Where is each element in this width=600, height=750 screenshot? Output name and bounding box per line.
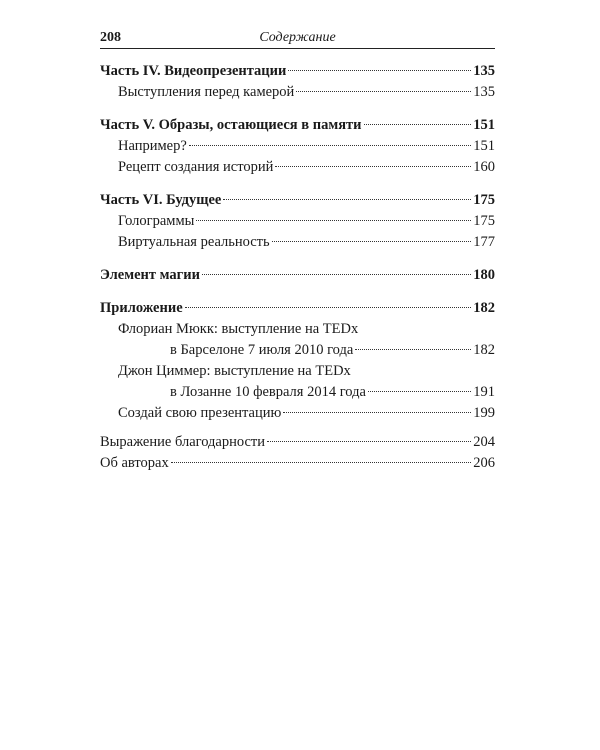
toc-entry-appendix-sub1-line1: Флориан Мюкк: выступление на TEDx xyxy=(118,321,359,337)
dot-leader xyxy=(275,166,471,167)
toc-title: в Барселоне 7 июля 2010 года xyxy=(170,342,354,358)
spacer xyxy=(100,178,495,190)
dot-leader xyxy=(185,307,472,308)
toc-entry-appendix-sub2 xyxy=(100,382,495,403)
toc-page: 175 xyxy=(473,192,495,208)
toc-title: в Лозанне 10 февраля 2014 года xyxy=(170,384,366,400)
toc-title: Виртуальная реальность xyxy=(118,234,270,250)
toc-page: 160 xyxy=(473,159,495,175)
dot-leader xyxy=(296,91,471,92)
toc-page: 199 xyxy=(473,405,495,421)
toc-page: 135 xyxy=(473,63,495,79)
toc-entry-part6-sub1 xyxy=(100,211,495,232)
spacer xyxy=(100,286,495,298)
toc-entry-part6-sub2 xyxy=(100,232,495,253)
toc-title: Часть IV. Видеопрезентации xyxy=(100,63,287,79)
toc-entry-part6 xyxy=(100,190,495,211)
toc-title: Элемент магии xyxy=(100,267,200,283)
dot-leader xyxy=(368,391,471,392)
dot-leader xyxy=(283,412,471,413)
toc-page: 206 xyxy=(473,455,495,471)
table-of-contents xyxy=(100,61,495,474)
toc-entry-authors xyxy=(100,453,495,474)
dot-leader xyxy=(288,70,471,71)
toc-page: 191 xyxy=(473,384,495,400)
toc-entry-appendix-sub2-line1: Джон Циммер: выступление на TEDx xyxy=(118,363,351,379)
toc-title: Выступления перед камерой xyxy=(118,84,295,100)
dot-leader xyxy=(267,441,471,442)
dot-leader xyxy=(171,462,472,463)
toc-entry-appendix-sub3 xyxy=(100,403,495,424)
toc-title: Создай свою презентацию xyxy=(118,405,282,421)
toc-title: Например? xyxy=(118,138,187,154)
toc-page: 151 xyxy=(473,117,495,133)
dot-leader xyxy=(364,124,472,125)
dot-leader xyxy=(202,274,471,275)
toc-title: Об авторах xyxy=(100,455,169,471)
toc-entry-appendix xyxy=(100,298,495,319)
dot-leader xyxy=(196,220,471,221)
toc-page: 177 xyxy=(473,234,495,250)
toc-entry-part4-sub1 xyxy=(100,82,495,103)
toc-title: Приложение xyxy=(100,300,183,316)
book-page xyxy=(100,30,495,474)
toc-title: Выражение благодарности xyxy=(100,434,266,450)
dot-leader xyxy=(272,241,472,242)
toc-title: Рецепт создания историй xyxy=(118,159,274,175)
toc-page: 180 xyxy=(473,267,495,283)
page-header xyxy=(100,30,495,49)
toc-page: 135 xyxy=(473,84,495,100)
spacer xyxy=(100,424,495,432)
running-title: Содержание xyxy=(259,30,336,45)
toc-title: Часть VI. Будущее xyxy=(100,192,222,208)
toc-entry-part5 xyxy=(100,115,495,136)
toc-entry-thanks xyxy=(100,432,495,453)
toc-page: 182 xyxy=(473,342,495,358)
toc-entry-part5-sub2 xyxy=(100,157,495,178)
toc-page: 151 xyxy=(473,138,495,154)
dot-leader xyxy=(189,145,471,146)
toc-entry-magic xyxy=(100,265,495,286)
page-number: 208 xyxy=(100,30,121,45)
toc-title: Голограммы xyxy=(118,213,195,229)
toc-entry-part5-sub1 xyxy=(100,136,495,157)
toc-page: 175 xyxy=(473,213,495,229)
spacer xyxy=(100,103,495,115)
dot-leader xyxy=(223,199,471,200)
toc-page: 182 xyxy=(473,300,495,316)
toc-title: Часть V. Образы, остающиеся в памяти xyxy=(100,117,362,133)
toc-page: 204 xyxy=(473,434,495,450)
spacer xyxy=(100,253,495,265)
toc-entry-appendix-sub1 xyxy=(100,340,495,361)
toc-entry-part4 xyxy=(100,61,495,82)
dot-leader xyxy=(355,349,471,350)
